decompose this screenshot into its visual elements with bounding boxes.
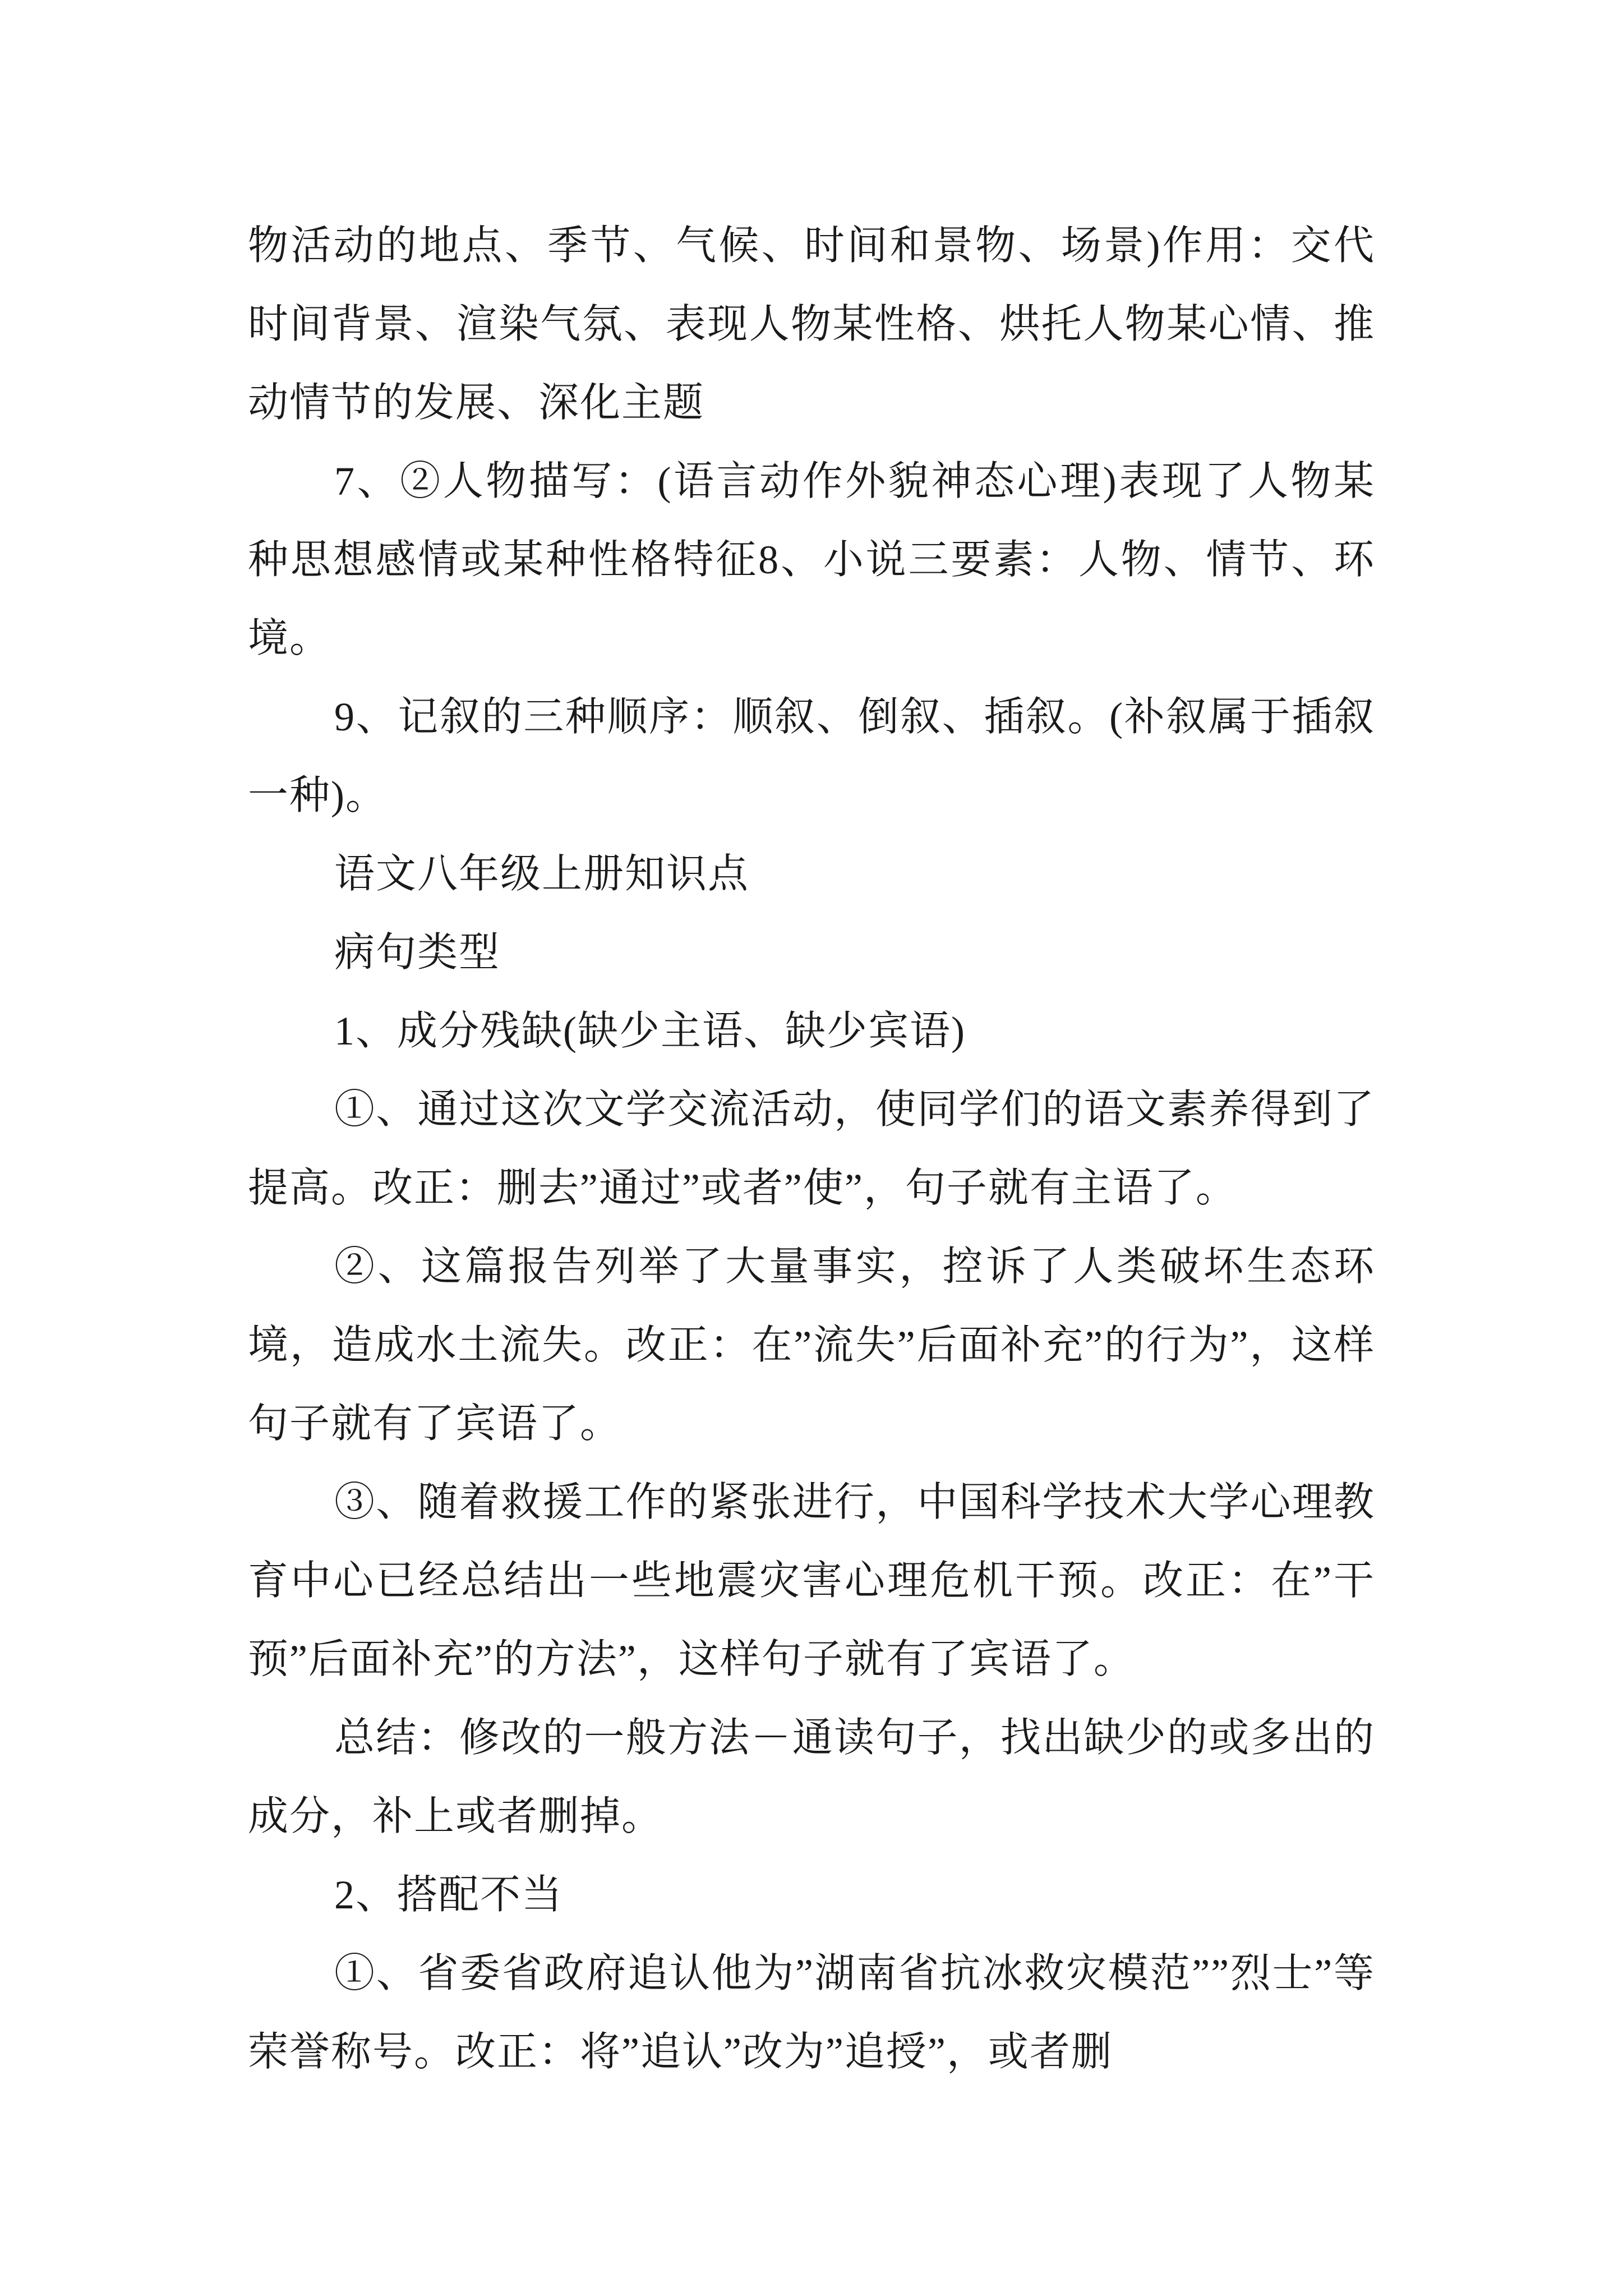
- paragraph: ②、这篇报告列举了大量事实，控诉了人类破坏生态环境，造成水土流失。改正：在”流失”后面补充”的行为”，这样句子就有了宾语了。: [248, 1244, 1375, 1446]
- paragraph: 7、②人物描写：(语言动作外貌神态心理)表现了人物某种思想感情或某种性格特征8、小说三要素：人物、情节、环境。: [248, 459, 1375, 661]
- paragraph: 2、搭配不当: [334, 1872, 564, 1917]
- section-heading: 语文八年级上册知识点: [334, 852, 750, 896]
- paragraph: 1、成分残缺(缺少主语、缺少宾语): [334, 1009, 966, 1053]
- paragraph: 物活动的地点、季节、气候、时间和景物、场景)作用：交代时间背景、渲染气氛、表现人物某性格、烘托人物某心情、推动情节的发展、深化主题: [248, 223, 1375, 425]
- paragraph: ①、省委省政府追认他为”湖南省抗冰救灾模范””烈士”等荣誉称号。改正：将”追认”改为”追授”，或者删: [248, 1951, 1375, 2074]
- paragraph: 9、记叙的三种顺序：顺叙、倒叙、插叙。(补叙属于插叙一种)。: [248, 694, 1375, 818]
- document-body: [248, 206, 1375, 2091]
- paragraph: ③、随着救援工作的紧张进行，中国科学技术大学心理教育中心已经总结出一些地震灾害心理危机干预。改正：在”干预”后面补充”的方法”，这样句子就有了宾语了。: [248, 1480, 1375, 1682]
- section-subheading: 病句类型: [334, 930, 501, 975]
- paragraph: 总结：修改的一般方法－通读句子，找出缺少的或多出的成分，补上或者删掉。: [248, 1715, 1375, 1839]
- paragraph: ①、通过这次文学交流活动，使同学们的语文素养得到了提高。改正：删去”通过”或者”使”，句子就有主语了。: [248, 1087, 1375, 1211]
